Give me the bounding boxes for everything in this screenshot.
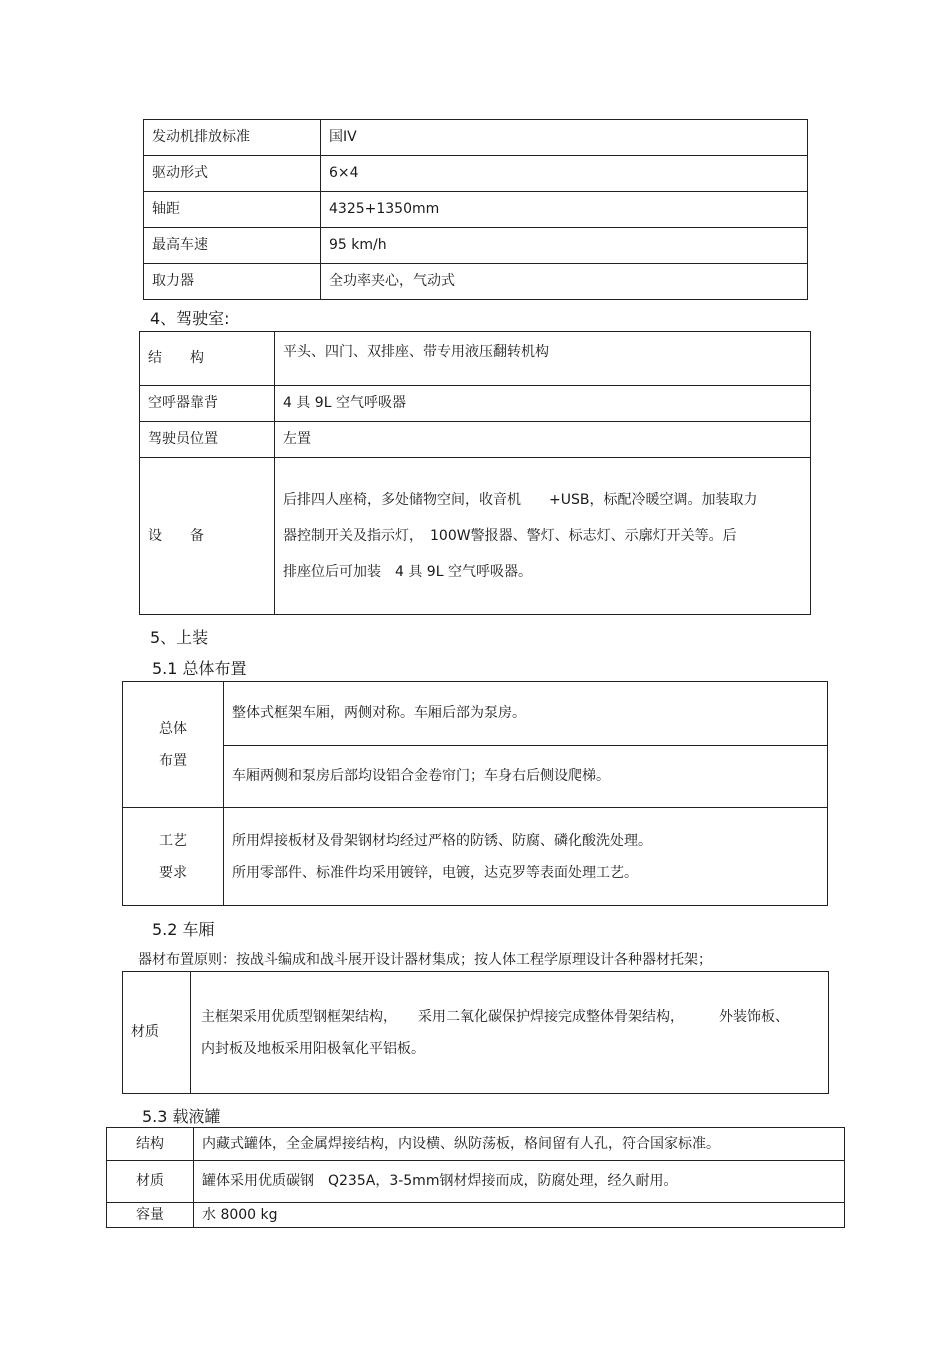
- cab-heading: 4、驾驶室:: [150, 309, 230, 328]
- layout-row-2: 车厢两侧和泵房后部均设铝合金卷帘门；车身右后侧设爬梯。: [224, 746, 828, 808]
- spec-value: 95 km/h: [321, 228, 808, 264]
- compartment-heading: 5.2 车厢: [152, 920, 215, 939]
- layout-table: [122, 681, 828, 906]
- table-row: [144, 120, 808, 156]
- chassis-spec-table: [143, 119, 808, 300]
- equipment-line: 器控制开关及指示灯， 100W警报器、警灯、标志灯、示廓灯开关等。后: [283, 528, 737, 544]
- table-row: [140, 458, 811, 615]
- material-line: 主框架采用优质型钢框架结构， 采用二氧化碳保护焊接完成整体骨架结构， 外装饰板、: [201, 1008, 789, 1025]
- spec-value: 国IV: [321, 120, 808, 156]
- breathing-label: 空呼器靠背: [140, 386, 275, 422]
- spec-label: 驱动形式: [144, 156, 321, 192]
- equipment-label-b: 备: [190, 527, 204, 544]
- process-line: 所用焊接板材及骨架钢材均经过严格的防锈、防腐、磷化酸洗处理。: [232, 832, 652, 849]
- process-value: [224, 808, 828, 906]
- spec-label: 轴距: [144, 192, 321, 228]
- spec-label: 取力器: [144, 264, 321, 300]
- layout-row-1: 整体式框架车厢，两侧对称。车厢后部为泵房。: [224, 682, 828, 746]
- process-line: 所用零部件、标准件均采用镀锌，电镀，达克罗等表面处理工艺。: [232, 864, 638, 881]
- tank-label: 容量: [107, 1203, 194, 1228]
- table-row: [144, 264, 808, 300]
- tank-label: 材质: [107, 1161, 194, 1203]
- spec-label: 最高车速: [144, 228, 321, 264]
- equipment-line: 排座位后可加装 4 具 9L 空气呼吸器。: [283, 564, 532, 580]
- equipment-label: [140, 458, 275, 615]
- compartment-material-table: [122, 971, 829, 1094]
- structure-label-b: 构: [190, 350, 204, 367]
- material-value: [191, 972, 829, 1094]
- driver-position-label: 驾驶员位置: [140, 422, 275, 458]
- equipment-value: [275, 458, 811, 615]
- structure-label: [140, 332, 275, 386]
- table-row: [144, 156, 808, 192]
- table-row: [123, 972, 829, 1094]
- layout-label-line: 布置: [159, 752, 187, 769]
- process-label: [123, 808, 224, 906]
- layout-label: [123, 682, 224, 808]
- cab-table: [139, 331, 811, 615]
- table-row: [107, 1161, 845, 1203]
- table-row: [144, 192, 808, 228]
- process-label-line: 工艺: [159, 832, 187, 849]
- tank-value: 水 8000 kg: [194, 1203, 845, 1228]
- material-line: 内封板及地板采用阳极氧化平铝板。: [201, 1040, 425, 1057]
- spec-value: 6×4: [321, 156, 808, 192]
- tank-value: 罐体采用优质碳钢 Q235A，3-5mm钢材焊接而成，防腐处理，经久耐用。: [194, 1161, 845, 1203]
- equipment-label-a: 设: [148, 527, 162, 544]
- tank-label: 结构: [107, 1128, 194, 1161]
- table-row: [123, 808, 828, 906]
- tank-value: 内藏式罐体，全金属焊接结构，内设横、纵防荡板，格间留有人孔，符合国家标准。: [194, 1128, 845, 1161]
- table-row: [140, 386, 811, 422]
- spec-value: 4325+1350mm: [321, 192, 808, 228]
- table-row: [140, 422, 811, 458]
- layout-label-line: 总体: [159, 720, 187, 737]
- tank-heading: 5.3 载液罐: [142, 1107, 221, 1126]
- table-row: [123, 682, 828, 746]
- table-row: [144, 228, 808, 264]
- equipment-line: 后排四人座椅，多处储物空间，收音机 +USB，标配冷暖空调。加装取力: [283, 492, 758, 508]
- material-label: 材质: [123, 972, 191, 1094]
- structure-label-a: 结: [148, 350, 162, 367]
- structure-value: 平头、四门、双排座、带专用液压翻转机构: [275, 332, 811, 386]
- table-row: [107, 1203, 845, 1228]
- driver-position-value: 左置: [275, 422, 811, 458]
- body-heading: 5、上装: [150, 628, 209, 647]
- table-row: [140, 332, 811, 386]
- breathing-value: 4 具 9L 空气呼吸器: [275, 386, 811, 422]
- equipment-principle-text: 器材布置原则：按战斗编成和战斗展开设计器材集成；按人体工程学原理设计各种器材托架；: [138, 952, 712, 968]
- layout-heading: 5.1 总体布置: [152, 659, 247, 678]
- process-label-line: 要求: [159, 864, 187, 881]
- spec-value: 全功率夹心，气动式: [321, 264, 808, 300]
- table-row: [123, 746, 828, 808]
- spec-label: 发动机排放标准: [144, 120, 321, 156]
- tank-table: [106, 1127, 845, 1228]
- table-row: [107, 1128, 845, 1161]
